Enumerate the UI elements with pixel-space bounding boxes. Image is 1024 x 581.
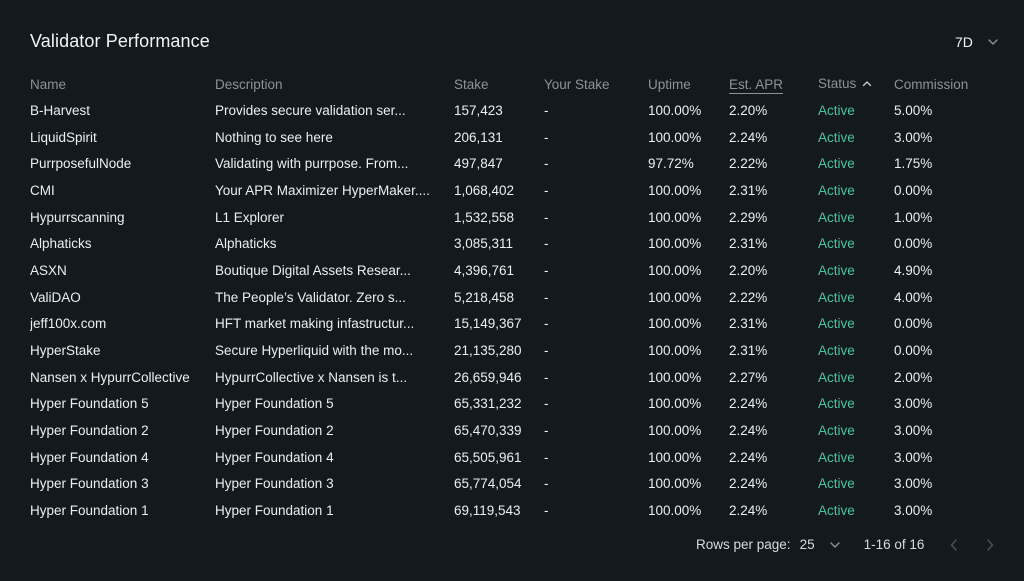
cell-your-stake: -: [544, 423, 549, 439]
cell-uptime: 100.00%: [648, 129, 702, 145]
cell-uptime: 100.00%: [648, 449, 702, 465]
cell-name: LiquidSpirit: [30, 129, 97, 145]
table-row[interactable]: [30, 284, 1004, 311]
cell-status: Active: [818, 102, 855, 118]
cell-your-stake: -: [544, 476, 549, 492]
cell-status: Active: [818, 343, 855, 359]
cell-your-stake: -: [544, 316, 549, 332]
cell-description: Hyper Foundation 1: [215, 503, 334, 519]
cell-stake: 65,505,961: [454, 449, 522, 465]
cell-your-stake: -: [544, 449, 549, 465]
cell-est-apr: 2.27%: [729, 369, 768, 385]
cell-est-apr: 2.24%: [729, 503, 768, 519]
pagination-range: 1-16 of 16: [863, 537, 925, 552]
cell-stake: 65,331,232: [454, 396, 522, 412]
column-header-name[interactable]: Name: [30, 76, 67, 92]
cell-est-apr: 2.31%: [729, 236, 768, 252]
cell-uptime: 100.00%: [648, 209, 702, 225]
cell-description: The People’s Validator. Zero s...: [215, 289, 406, 305]
cell-est-apr: 2.24%: [729, 129, 768, 145]
cell-uptime: 100.00%: [648, 262, 702, 278]
cell-name: B-Harvest: [30, 102, 91, 118]
chevron-up-icon: [862, 77, 872, 92]
cell-status: Active: [818, 423, 855, 439]
cell-status: Active: [818, 449, 855, 465]
cell-est-apr: 2.20%: [729, 262, 768, 278]
cell-status: Active: [818, 316, 855, 332]
cell-name: Hyper Foundation 3: [30, 476, 149, 492]
table-header-row: [30, 71, 1004, 97]
cell-commission: 3.00%: [894, 476, 933, 492]
cell-commission: 1.75%: [894, 156, 933, 172]
cell-status: Active: [818, 289, 855, 305]
cell-name: ASXN: [30, 262, 67, 278]
cell-uptime: 100.00%: [648, 476, 702, 492]
cell-commission: 3.00%: [894, 129, 933, 145]
cell-description: Boutique Digital Assets Resear...: [215, 262, 411, 278]
cell-uptime: 100.00%: [648, 396, 702, 412]
cell-stake: 65,470,339: [454, 423, 522, 439]
table-row[interactable]: [30, 337, 1004, 364]
cell-description: L1 Explorer: [215, 209, 285, 225]
cell-est-apr: 2.22%: [729, 156, 768, 172]
cell-est-apr: 2.31%: [729, 343, 768, 359]
status-label: Status: [818, 76, 857, 92]
period-dropdown[interactable]: [955, 34, 999, 50]
cell-commission: 0.00%: [894, 182, 933, 198]
cell-commission: 0.00%: [894, 343, 933, 359]
cell-uptime: 100.00%: [648, 343, 702, 359]
cell-commission: 2.00%: [894, 369, 933, 385]
cell-stake: 1,068,402: [454, 182, 515, 198]
cell-name: Hypurrscanning: [30, 209, 125, 225]
cell-uptime: 97.72%: [648, 156, 694, 172]
cell-name: CMI: [30, 182, 55, 198]
cell-description: Hyper Foundation 5: [215, 396, 334, 412]
cell-description: HFT market making infastructur...: [215, 316, 415, 332]
rows-per-page-label: Rows per page:: [696, 537, 791, 552]
cell-commission: 0.00%: [894, 316, 933, 332]
cell-commission: 4.00%: [894, 289, 933, 305]
column-header-status[interactable]: [818, 71, 894, 97]
table-row[interactable]: [30, 391, 1004, 418]
cell-commission: 1.00%: [894, 209, 933, 225]
cell-your-stake: -: [544, 129, 549, 145]
cell-uptime: 100.00%: [648, 316, 702, 332]
cell-name: jeff100x.com: [30, 316, 107, 332]
cell-description: Provides secure validation ser...: [215, 102, 406, 118]
cell-description: Hyper Foundation 2: [215, 423, 334, 439]
cell-uptime: 100.00%: [648, 423, 702, 439]
table-row[interactable]: [30, 311, 1004, 338]
cell-description: HypurrCollective x Nansen is t...: [215, 369, 408, 385]
cell-your-stake: -: [544, 343, 549, 359]
chevron-right-icon[interactable]: [984, 538, 996, 552]
cell-status: Active: [818, 476, 855, 492]
cell-status: Active: [818, 369, 855, 385]
column-header-est-apr[interactable]: [729, 71, 818, 97]
table-row[interactable]: [30, 364, 1004, 391]
cell-est-apr: 2.24%: [729, 423, 768, 439]
cell-uptime: 100.00%: [648, 369, 702, 385]
cell-commission: 3.00%: [894, 396, 933, 412]
cell-commission: 5.00%: [894, 102, 933, 118]
cell-status: Active: [818, 236, 855, 252]
cell-est-apr: 2.29%: [729, 209, 768, 225]
table-row[interactable]: [30, 177, 1004, 204]
cell-description: Nothing to see here: [215, 129, 333, 145]
chevron-down-icon: [987, 36, 999, 48]
cell-your-stake: -: [544, 156, 549, 172]
table-row[interactable]: [30, 417, 1004, 444]
cell-description: Your APR Maximizer HyperMaker....: [215, 182, 430, 198]
pagination-bar: [696, 537, 996, 552]
cell-description: Validating with purrpose. From...: [215, 156, 409, 172]
cell-commission: 3.00%: [894, 503, 933, 519]
cell-name: Hyper Foundation 4: [30, 449, 149, 465]
cell-name: PurrposefulNode: [30, 156, 132, 172]
cell-description: Hyper Foundation 3: [215, 476, 334, 492]
cell-commission: 3.00%: [894, 423, 933, 439]
cell-stake: 497,847: [454, 156, 503, 172]
cell-uptime: 100.00%: [648, 102, 702, 118]
cell-status: Active: [818, 209, 855, 225]
column-header-stake[interactable]: Stake: [454, 76, 489, 92]
cell-commission: 4.90%: [894, 262, 933, 278]
cell-stake: 157,423: [454, 102, 503, 118]
cell-status: Active: [818, 503, 855, 519]
cell-uptime: 100.00%: [648, 289, 702, 305]
cell-name: HyperStake: [30, 343, 101, 359]
column-header-your-stake[interactable]: Your Stake: [544, 76, 610, 92]
panel-title: Validator Performance: [30, 31, 210, 51]
cell-status: Active: [818, 262, 855, 278]
cell-your-stake: -: [544, 503, 549, 519]
cell-stake: 69,119,543: [454, 503, 521, 519]
table-row[interactable]: [30, 97, 1004, 124]
cell-stake: 206,131: [454, 129, 503, 145]
column-header-uptime[interactable]: Uptime: [648, 76, 691, 92]
cell-name: Alphaticks: [30, 236, 92, 252]
rows-per-page-select[interactable]: [800, 537, 841, 552]
cell-uptime: 100.00%: [648, 503, 702, 519]
cell-name: ValiDAO: [30, 289, 81, 305]
cell-description: Secure Hyperliquid with the mo...: [215, 343, 414, 359]
cell-commission: 0.00%: [894, 236, 933, 252]
table-row[interactable]: [30, 230, 1004, 257]
cell-your-stake: -: [544, 369, 549, 385]
column-header-commission[interactable]: Commission: [894, 76, 969, 92]
rows-per-page-value: 25: [799, 537, 815, 552]
table-row[interactable]: [30, 471, 1004, 498]
cell-name: Nansen x HypurrCollective: [30, 369, 190, 385]
cell-est-apr: 2.24%: [729, 476, 768, 492]
cell-est-apr: 2.31%: [729, 182, 768, 198]
cell-your-stake: -: [544, 236, 549, 252]
cell-est-apr: 2.31%: [729, 316, 768, 332]
cell-your-stake: -: [544, 182, 549, 198]
cell-stake: 26,659,946: [454, 369, 522, 385]
cell-stake: 21,135,280: [454, 343, 522, 359]
chevron-down-icon: [829, 539, 841, 551]
cell-name: Hyper Foundation 5: [30, 396, 149, 412]
cell-stake: 3,085,311: [454, 236, 514, 252]
cell-stake: 1,532,558: [454, 209, 515, 225]
cell-commission: 3.00%: [894, 449, 933, 465]
cell-est-apr: 2.20%: [729, 102, 768, 118]
cell-your-stake: -: [544, 209, 549, 225]
cell-uptime: 100.00%: [648, 182, 702, 198]
cell-stake: 5,218,458: [454, 289, 515, 305]
cell-est-apr: 2.22%: [729, 289, 768, 305]
cell-stake: 15,149,367: [454, 316, 522, 332]
cell-est-apr: 2.24%: [729, 396, 768, 412]
table-row[interactable]: [30, 204, 1004, 231]
est-apr-label: Est. APR: [729, 76, 784, 92]
chevron-left-icon[interactable]: [948, 538, 960, 552]
cell-status: Active: [818, 129, 855, 145]
validators-table: [30, 71, 1004, 524]
cell-your-stake: -: [544, 102, 549, 118]
period-selected: 7D: [955, 34, 973, 50]
cell-status: Active: [818, 156, 855, 172]
table-row[interactable]: [30, 124, 1004, 151]
cell-name: Hyper Foundation 1: [30, 503, 149, 519]
cell-status: Active: [818, 182, 855, 198]
cell-name: Hyper Foundation 2: [30, 423, 149, 439]
cell-your-stake: -: [544, 396, 549, 412]
cell-stake: 65,774,054: [454, 476, 522, 492]
cell-description: Alphaticks: [215, 236, 277, 252]
table-row[interactable]: [30, 497, 1004, 524]
table-row[interactable]: [30, 150, 1004, 177]
column-header-description[interactable]: Description: [215, 76, 283, 92]
cell-status: Active: [818, 396, 855, 412]
table-row[interactable]: [30, 257, 1004, 284]
pager-controls: [948, 538, 996, 552]
cell-your-stake: -: [544, 262, 549, 278]
cell-est-apr: 2.24%: [729, 449, 768, 465]
cell-your-stake: -: [544, 289, 549, 305]
table-row[interactable]: [30, 444, 1004, 471]
cell-description: Hyper Foundation 4: [215, 449, 334, 465]
cell-uptime: 100.00%: [648, 236, 702, 252]
cell-stake: 4,396,761: [454, 262, 515, 278]
